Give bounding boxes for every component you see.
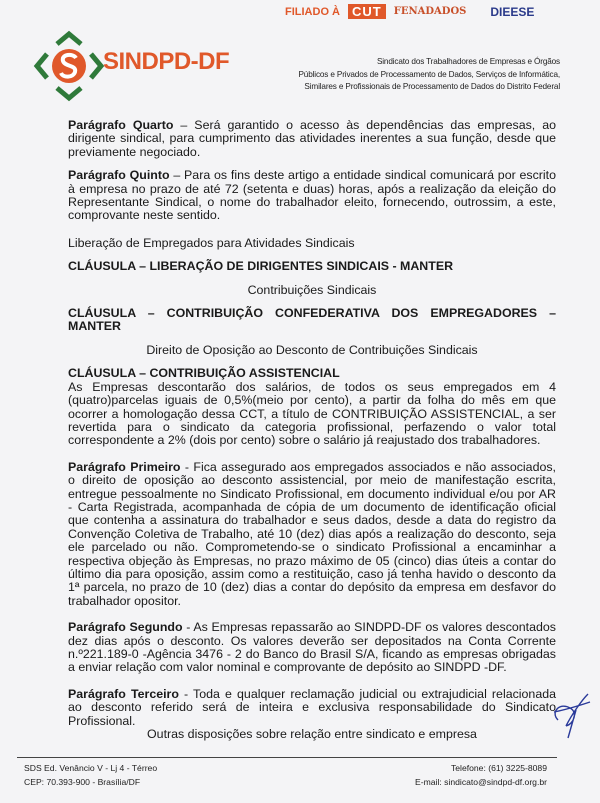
clausula-liberacao: CLÁUSULA – LIBERAÇÃO DE DIRIGENTES SINDICAIS - MANTER — [68, 259, 454, 274]
paragraph-text: – Será garantido o acesso às dependências das empresas, ao dirigente sindical, para cumprimento das atividades inerentes a sua função, desde que previamente negociado. — [68, 118, 556, 159]
cut-logo: CUT — [348, 4, 386, 19]
section-direito-oposicao: Direito de Oposição ao Desconto de Contribuições Sindicais — [146, 342, 478, 357]
paragraph-label: Parágrafo Primeiro — [68, 459, 181, 474]
paragraph-text: – Para os fins deste artigo a entidade sindical comunicará por escrito à empresa no prazo de até 72 (setenta e duas) horas, após a realização da eleição do Representante Sindical, o nome do trabalhador eleito, fornecendo, outrossim, a este, comprovante neste sentido. — [68, 168, 556, 223]
paragraph-label: Parágrafo Segundo — [68, 620, 183, 635]
address-line: SDS Ed. Venâncio V - Lj 4 - Térreo — [24, 763, 158, 774]
section-outras-disposicoes: Outras disposições sobre relação entre sindicato e empresa — [147, 727, 477, 742]
footer — [0, 757, 600, 803]
dieese-logo: DIEESE — [490, 4, 535, 19]
footer-contact — [415, 761, 547, 789]
section-contribuicoes: Contribuições Sindicais — [247, 282, 377, 297]
document-body — [68, 0, 556, 741]
signature-icon — [548, 690, 593, 740]
paragrafo-quinto — [68, 169, 556, 223]
email-line: E-mail: sindicato@sindpd-df.org.br — [415, 777, 547, 788]
filiado-label: FILIADO À — [285, 5, 340, 18]
fenadados-logo: FENADADOS — [393, 6, 467, 17]
subtitle-line: Similares e Profissionais de Processamento de Dados do Distrito Federal — [304, 82, 560, 91]
phone-line: Telefone: (61) 3225-8089 — [450, 763, 547, 774]
paragrafo-terceiro — [68, 688, 556, 728]
paragrafo-quarto — [68, 119, 556, 159]
paragraph-text: - Toda e qualquer reclamação judicial ou extrajudicial relacionada ao desconto referido será de inteira e exclusiva responsabilidade do Sindicato Profissional. — [68, 686, 556, 728]
assistencial-text: As Empresas descontarão dos salários, de todos os seus empregados em 4 (quatro)parcelas iguais de 0,5%(meio por cento), a partir da folha do mês em que ocorrer a homologação dessa CCT, a título de CONTRIBUIÇÃO ASSISTENCIAL, a ser revertida para o sindicato da categoria profissional, perfazendo o valor total correspondente a 2% (dois por cento) sobre o salário já reajustado dos trabalhadores. — [68, 379, 556, 448]
clausula-assistencial: CLÁUSULA – CONTRIBUIÇÃO ASSISTENCIAL — [68, 366, 340, 381]
subtitle-line: Sindicato dos Trabalhadores de Empresas e Órgãos — [376, 57, 560, 66]
paragrafo-primeiro — [68, 461, 556, 608]
paragraph-label: Parágrafo Terceiro — [68, 686, 179, 701]
cep-line: CEP: 70.393-900 - Brasília/DF — [24, 777, 141, 788]
footer-address — [24, 761, 157, 789]
clausula-confederativa: CLÁUSULA – CONTRIBUIÇÃO CONFEDERATIVA DOS EMPREGADORES – MANTER — [68, 306, 556, 334]
paragraph-text: - Fica assegurado aos empregados associados e não associados, o direito de oposição ao desconto assistencial, por meio de manifestação escrita, entregue pessoalmente no Sindicato Profissional, em documento individual e/ou por AR - Carta Registrada, acompanhada de cópia de um documento de identificação oficial que contenha a assinatura do trabalhador e seus dados, desde a data do registro da Convenção Coletiva de Trabalho, até 10 (dez) dias após a realização do desconto, seja ele parcelado ou não. Comprometendo-se o sindicato Profissional a encaminhar a respectiva objeção às Empresas, no prazo máximo de 05 (cinco) dias úteis a contar do último dia para oposição, assim como a restituição, caso já tenha havido o desconto da 1ª parcela, no prazo de 10 (dez) dias a contar do depósito da empresa em desfavor do trabalhador opositor. — [68, 459, 556, 608]
paragraph-text: - As Empresas repassarão ao SINDPD-DF os valores descontados dez dias após o desconto. Os valores deverão ser depositados na Conta Corrente n.º221.189-0 -Agência 3476 - 2 do Banco do Brasil S/A, ficando as empresas obrigadas a enviar relação com valor nominal e comprovante de depósito ao SINDPD -DF. — [68, 620, 556, 675]
paragraph-label: Parágrafo Quarto — [68, 118, 174, 132]
paragrafo-segundo — [68, 621, 556, 675]
subtitle-line: Públicos e Privados de Processamento de Dados, Serviços de Informática, — [298, 69, 560, 79]
brand-name: SINDPD-DF — [103, 48, 230, 75]
section-liberacao: Liberação de Empregados para Atividades Sindicais — [68, 235, 355, 250]
paragraph-label: Parágrafo Quinto — [68, 168, 170, 183]
